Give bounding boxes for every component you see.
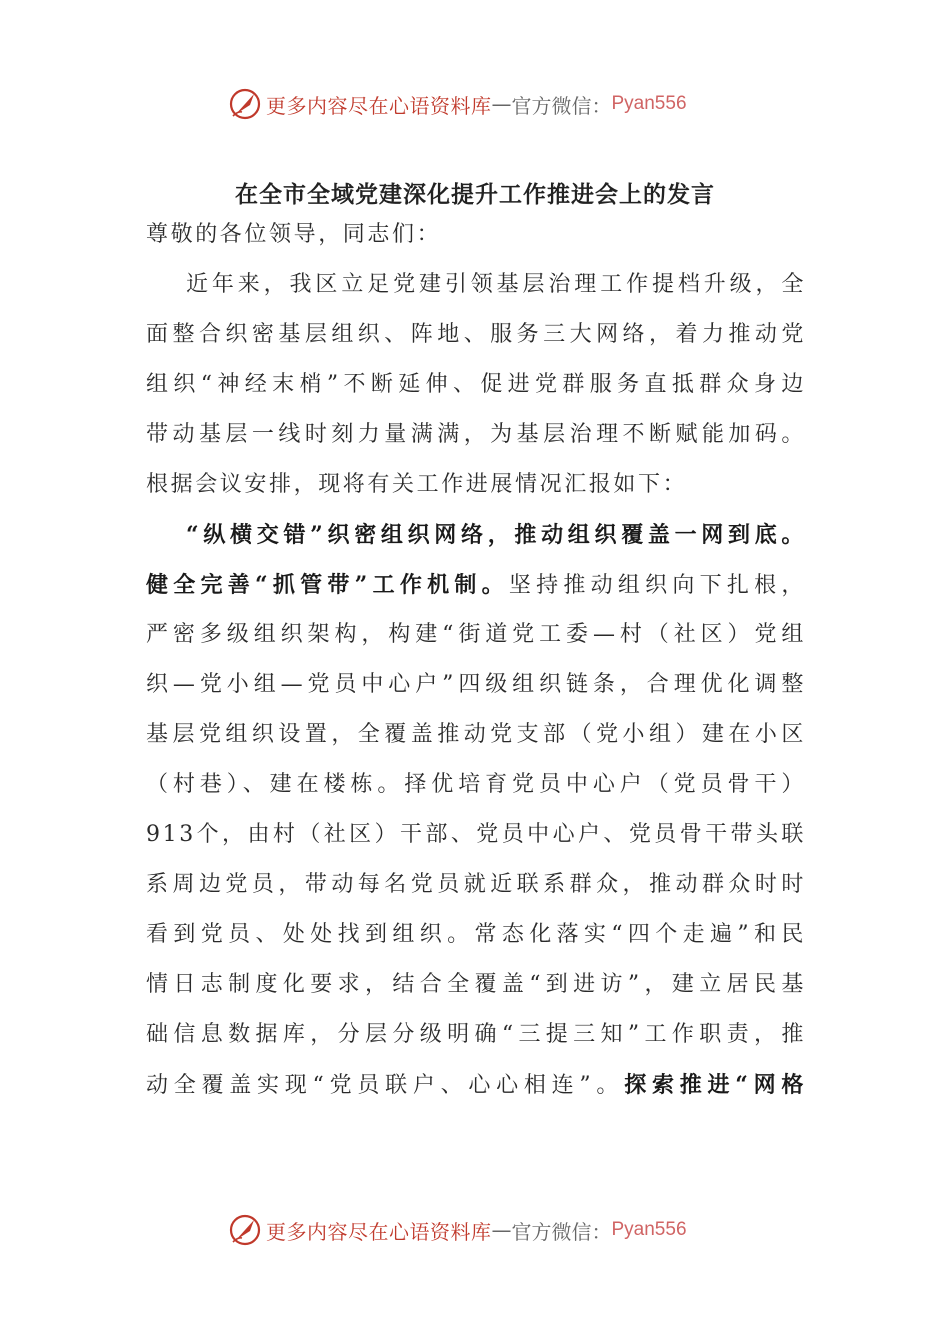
body-line-17: 动全覆盖实现“党员联户、心心相连”。探索推进“网格: [146, 1072, 807, 1098]
body-line-10: 基层党组织设置，全覆盖推动党支部（党小组）建在小区: [146, 722, 806, 747]
body-line-12: 913个，由村（社区）干部、党员中心户、党员骨干带头联: [146, 822, 806, 847]
banner-wechat-id: Pyan556: [611, 93, 687, 114]
banner-dash: —: [491, 92, 512, 116]
body-line-16: 础信息数据库，分层分级明确“三提三知”工作职责，推: [146, 1022, 806, 1047]
subheading-bold-2: 探索推进“网格: [624, 1072, 807, 1098]
body-line-2: 面整合织密基层组织、阵地、服务三大网络，着力推动党: [146, 322, 806, 347]
banner-dash: —: [491, 1218, 512, 1242]
header-watermark-banner: [228, 84, 687, 124]
body-line-15: 情日志制度化要求，结合全覆盖“到进访”，建立居民基: [146, 972, 806, 997]
document-body: [146, 210, 806, 1110]
document-title: 在全市全域党建深化提升工作推进会上的发言: [235, 181, 715, 208]
greeting: 尊敬的各位领导，同志们：: [146, 222, 442, 247]
banner-text: 更多内容尽在心语资料库: [266, 1219, 492, 1244]
body-line-4: 带动基层一线时刻力量满满，为基层治理不断赋能加码。: [146, 422, 806, 447]
body-line-1: 近年来，我区立足党建引领基层治理工作提档升级，全: [186, 272, 806, 297]
body-line-5: 根据会议安排，现将有关工作进展情况汇报如下：: [146, 472, 688, 497]
banner-wechat-label: 官方微信：: [511, 93, 612, 118]
subheading-bold: 健全完善“抓管带”工作机制。: [146, 572, 509, 598]
body-line-3: 组织“神经末梢”不断延伸、促进党群服务直抵群众身边: [146, 372, 806, 397]
body-line-13: 系周边党员，带动每名党员就近联系群众，推动群众时时: [146, 872, 806, 897]
banner-wechat-id: Pyan556: [611, 1219, 687, 1240]
quill-logo-icon: [228, 87, 262, 121]
body-line-7: 健全完善“抓管带”工作机制。坚持推动组织向下扎根，: [146, 572, 806, 598]
quill-logo-icon: [228, 1213, 262, 1247]
section-heading: “纵横交错”织密组织网络，推动组织覆盖一网到底。: [186, 522, 806, 548]
banner-text: 更多内容尽在心语资料库: [266, 93, 492, 118]
body-line-9: 织—党小组—党员中心户”四级组织链条，合理优化调整: [146, 672, 806, 697]
footer-watermark-banner: [228, 1210, 687, 1250]
body-line-8: 严密多级组织架构，构建“街道党工委—村（社区）党组: [146, 622, 806, 647]
body-line-14: 看到党员、处处找到组织。常态化落实“四个走遍”和民: [146, 922, 806, 947]
banner-wechat-label: 官方微信：: [511, 1219, 612, 1244]
body-line-11: （村巷）、建在楼栋。择优培育党员中心户（党员骨干）: [146, 772, 806, 797]
